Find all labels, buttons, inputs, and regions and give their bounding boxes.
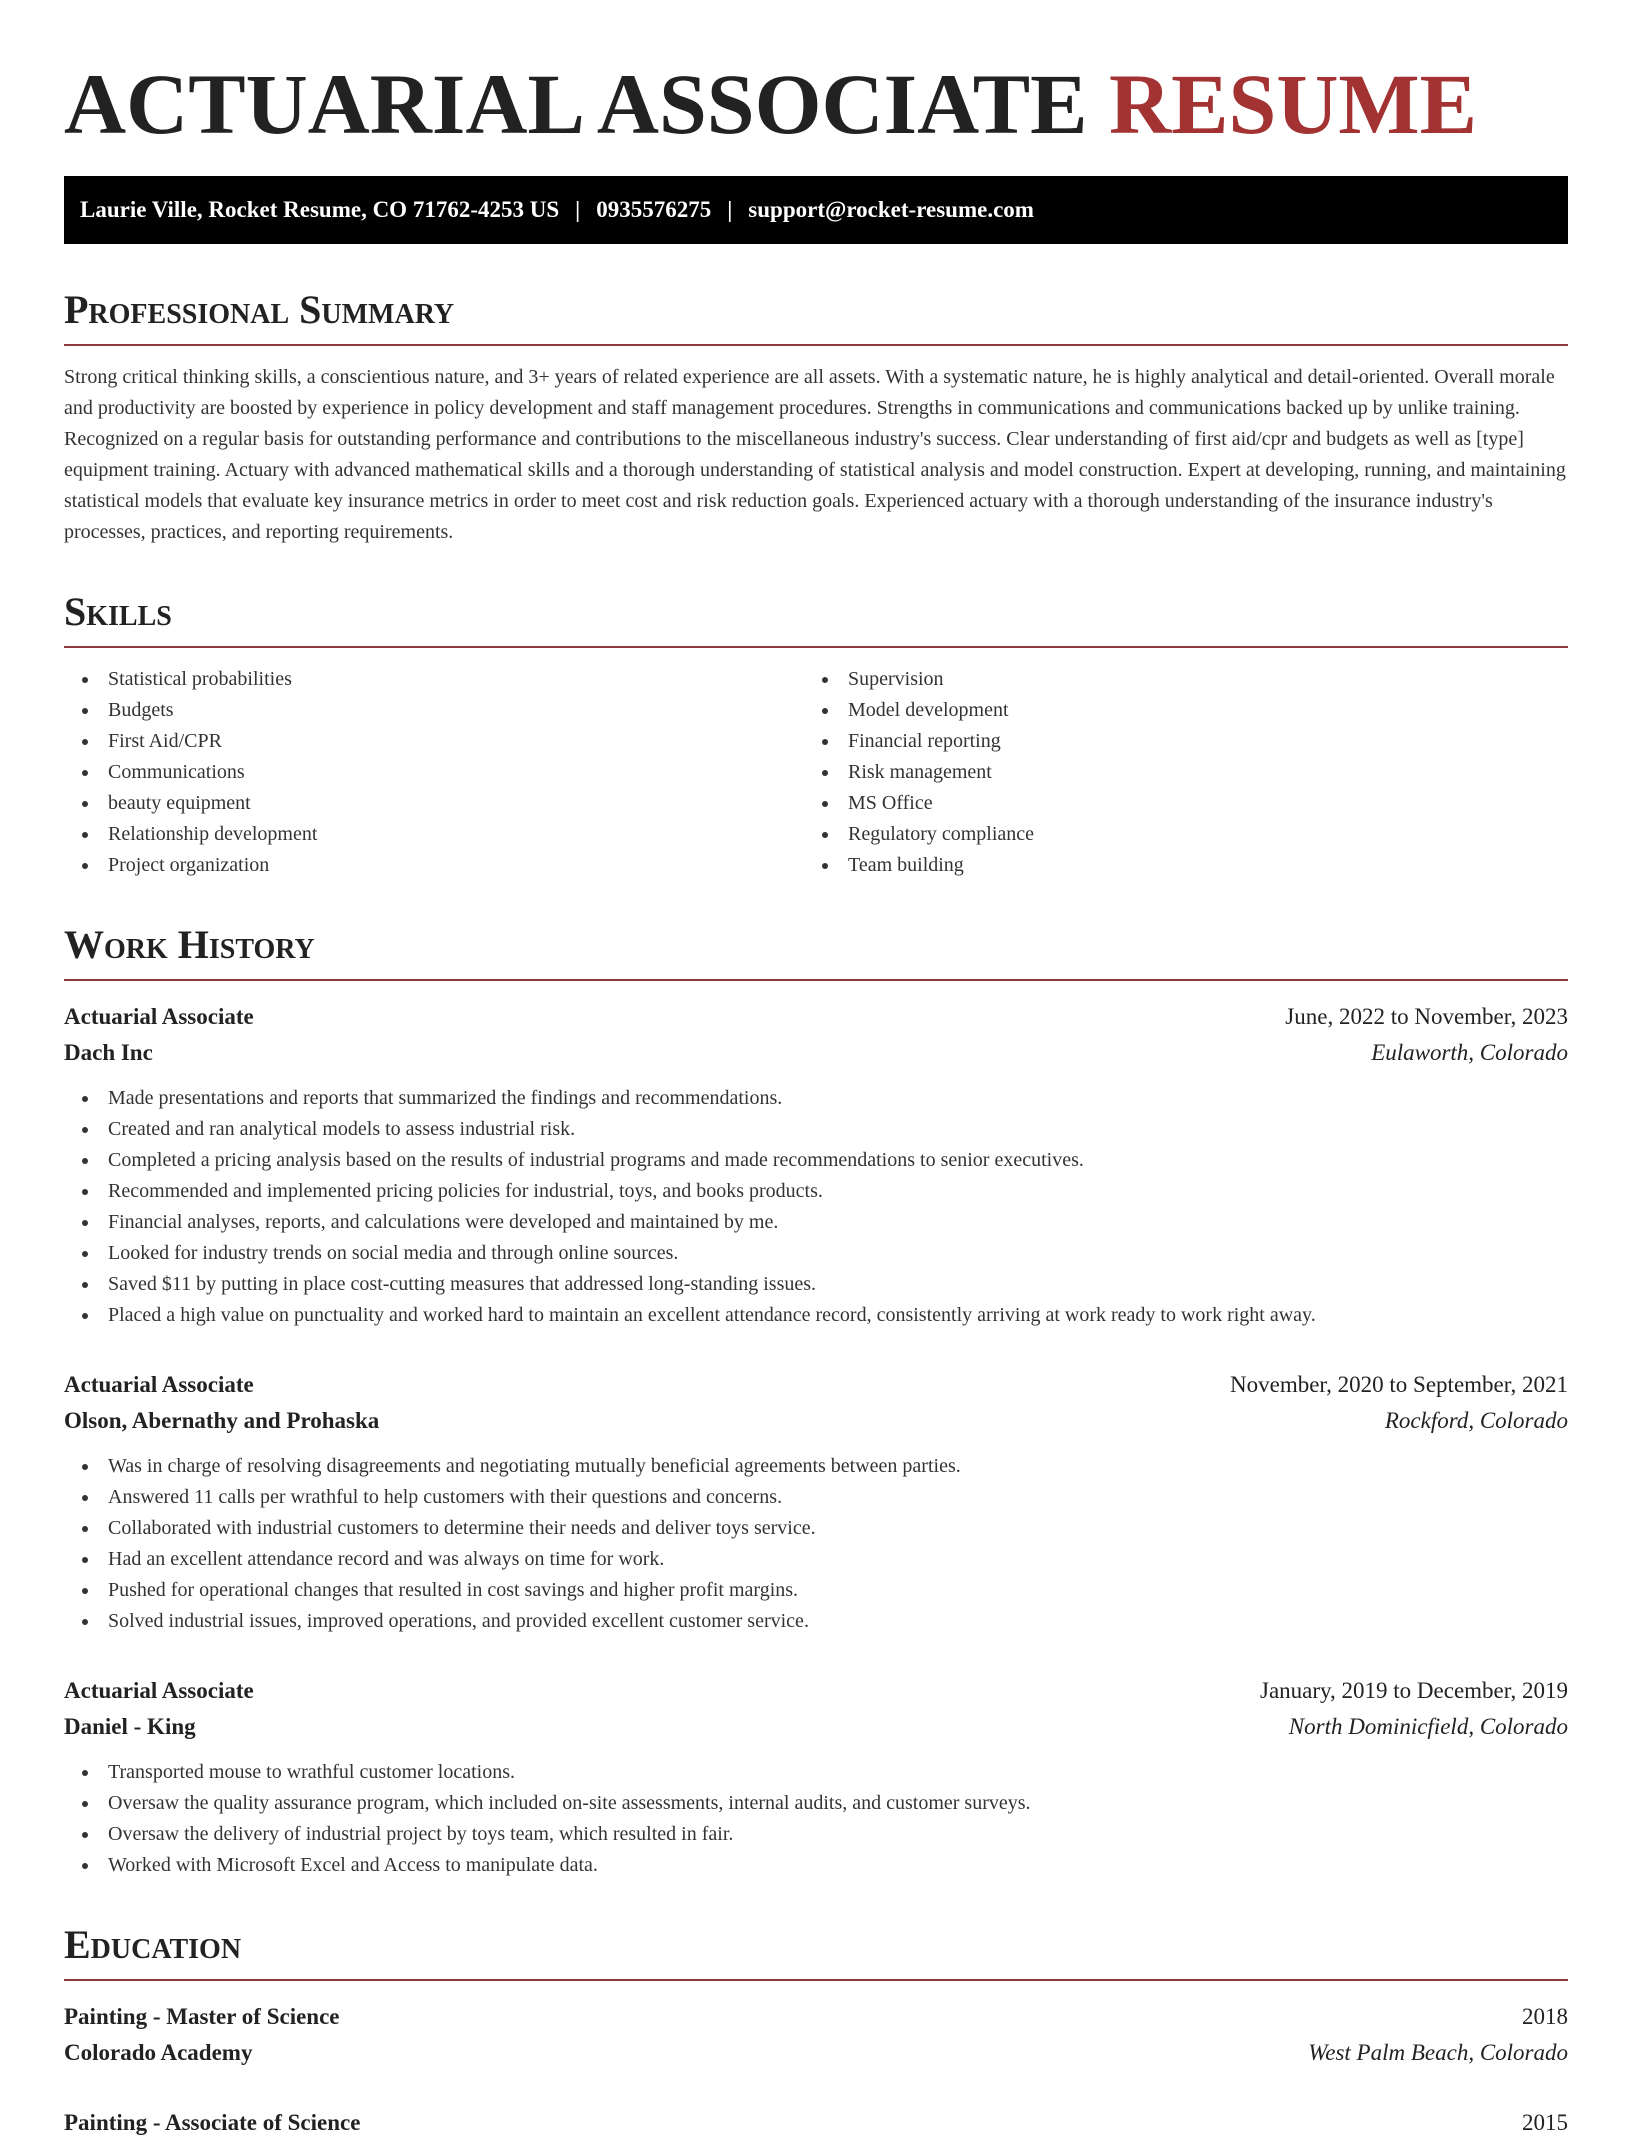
contact-email: support@rocket-resume.com [748,197,1034,222]
summary-heading: Professional Summary [64,286,1568,346]
job-location: Rockford, Colorado [1384,1408,1568,1433]
skill-item: Budgets [64,695,804,726]
contact-separator: | [727,197,733,222]
skills-column-left [64,664,804,881]
skill-item: Project organization [64,850,804,881]
title-accent: RESUME [1109,56,1477,152]
job-bullet: Oversaw the delivery of industrial project by toys team, which resulted in fair. [64,1819,1568,1850]
job-bullet: Answered 11 calls per wrathful to help customers with their questions and concerns. [64,1482,1568,1513]
job-title: Actuarial Associate [64,1372,254,1397]
job-title-row [64,1367,1568,1403]
job-bullet: Transported mouse to wrathful customer locations. [64,1757,1568,1788]
job-company: Olson, Abernathy and Prohaska [64,1408,380,1433]
summary-section [64,286,1568,548]
skills-section [64,588,1568,881]
job-bullet: Collaborated with industrial customers to determine their needs and deliver toys service. [64,1513,1568,1544]
job-bullet: Was in charge of resolving disagreements and negotiating mutually beneficial agreements between parties. [64,1451,1568,1482]
education-entry [64,1999,1568,2071]
job-bullet: Solved industrial issues, improved operations, and provided excellent customer service. [64,1606,1568,1637]
job-bullet: Looked for industry trends on social media and through online sources. [64,1238,1568,1269]
skill-item: beauty equipment [64,788,804,819]
skill-item: First Aid/CPR [64,726,804,757]
skills-list-left [64,664,804,881]
resume-title [64,54,1568,154]
job-bullets [64,1757,1568,1881]
job-location: Eulaworth, Colorado [1371,1040,1568,1065]
skills-heading: Skills [64,588,1568,648]
job-bullet: Made presentations and reports that summarized the findings and recommendations. [64,1083,1568,1114]
job-entry [64,999,1568,1331]
job-bullet: Recommended and implemented pricing policies for industrial, toys, and books products. [64,1176,1568,1207]
education-school: Colorado Academy [64,2040,253,2065]
job-bullet: Oversaw the quality assurance program, which included on-site assessments, internal audits, and customer surveys. [64,1788,1568,1819]
education-degree: Painting - Associate of Science [64,2110,361,2135]
job-company: Daniel - King [64,1714,196,1739]
job-bullet: Financial analyses, reports, and calculations were developed and maintained by me. [64,1207,1568,1238]
job-dates: June, 2022 to November, 2023 [1285,1004,1568,1029]
education-degree: Painting - Master of Science [64,2004,340,2029]
education-section [64,1921,1568,2141]
job-company-row [64,1035,1568,1071]
title-main: ACTUARIAL ASSOCIATE [64,56,1088,152]
job-title-row [64,1673,1568,1709]
work-history-section [64,921,1568,1881]
job-company: Dach Inc [64,1040,153,1065]
skills-grid [64,664,1568,881]
skill-item: Regulatory compliance [804,819,1544,850]
job-title: Actuarial Associate [64,1004,254,1029]
job-title-row [64,999,1568,1035]
education-heading: Education [64,1921,1568,1981]
education-degree-row [64,2105,1568,2141]
education-year: 2018 [1522,2004,1568,2029]
job-location: North Dominicfield, Colorado [1288,1714,1568,1739]
education-year: 2015 [1522,2110,1568,2135]
education-location: West Palm Beach, Colorado [1308,2040,1568,2065]
skill-item: Supervision [804,664,1544,695]
job-bullets [64,1083,1568,1331]
job-bullet: Created and ran analytical models to assess industrial risk. [64,1114,1568,1145]
skill-item: Financial reporting [804,726,1544,757]
education-school-row [64,2035,1568,2071]
job-dates: January, 2019 to December, 2019 [1260,1678,1568,1703]
job-company-row [64,1709,1568,1745]
job-bullet: Placed a high value on punctuality and worked hard to maintain an excellent attendance record, consistently arriving at work ready to work right away. [64,1300,1568,1331]
contact-bar [64,176,1568,244]
job-bullet: Saved $11 by putting in place cost-cutting measures that addressed long-standing issues. [64,1269,1568,1300]
job-bullets [64,1451,1568,1637]
summary-text: Strong critical thinking skills, a conscientious nature, and 3+ years of related experience are all assets. With a systematic nature, he is highly analytical and detail-oriented. Overall morale and productivity are boosted by experience in policy development and staff management procedures. Strengths in communications and communications backed up by unlike training. Recognized on a regular basis for outstanding performance and contributions to the miscellaneous industry's success. Clear understanding of first aid/cpr and budgets as well as [type] equipment training. Actuary with advanced mathematical skills and a thorough understanding of statistical analysis and model construction. Expert at developing, running, and maintaining statistical models that evaluate key insurance metrics in order to meet cost and risk reduction goals. Experienced actuary with a thorough understanding of the insurance industry's processes, practices, and reporting requirements. [64,366,1566,543]
contact-separator: | [575,197,581,222]
job-entry [64,1367,1568,1637]
education-degree-row [64,1999,1568,2035]
job-entry [64,1673,1568,1881]
job-bullet: Completed a pricing analysis based on the results of industrial programs and made recommendations to senior executives. [64,1145,1568,1176]
contact-phone: 0935576275 [596,197,712,222]
skill-item: Risk management [804,757,1544,788]
skill-item: Communications [64,757,804,788]
skill-item: Team building [804,850,1544,881]
skill-item: Relationship development [64,819,804,850]
skills-list-right [804,664,1544,881]
job-title: Actuarial Associate [64,1678,254,1703]
job-dates: November, 2020 to September, 2021 [1230,1372,1568,1397]
work-history-heading: Work History [64,921,1568,981]
skill-item: Model development [804,695,1544,726]
education-entry [64,2105,1568,2141]
job-bullet: Worked with Microsoft Excel and Access to manipulate data. [64,1850,1568,1881]
contact-address: Laurie Ville, Rocket Resume, CO 71762-4253 US [80,197,560,222]
job-bullet: Had an excellent attendance record and was always on time for work. [64,1544,1568,1575]
skills-column-right [804,664,1544,881]
skill-item: Statistical probabilities [64,664,804,695]
job-bullet: Pushed for operational changes that resulted in cost savings and higher profit margins. [64,1575,1568,1606]
job-company-row [64,1403,1568,1439]
skill-item: MS Office [804,788,1544,819]
